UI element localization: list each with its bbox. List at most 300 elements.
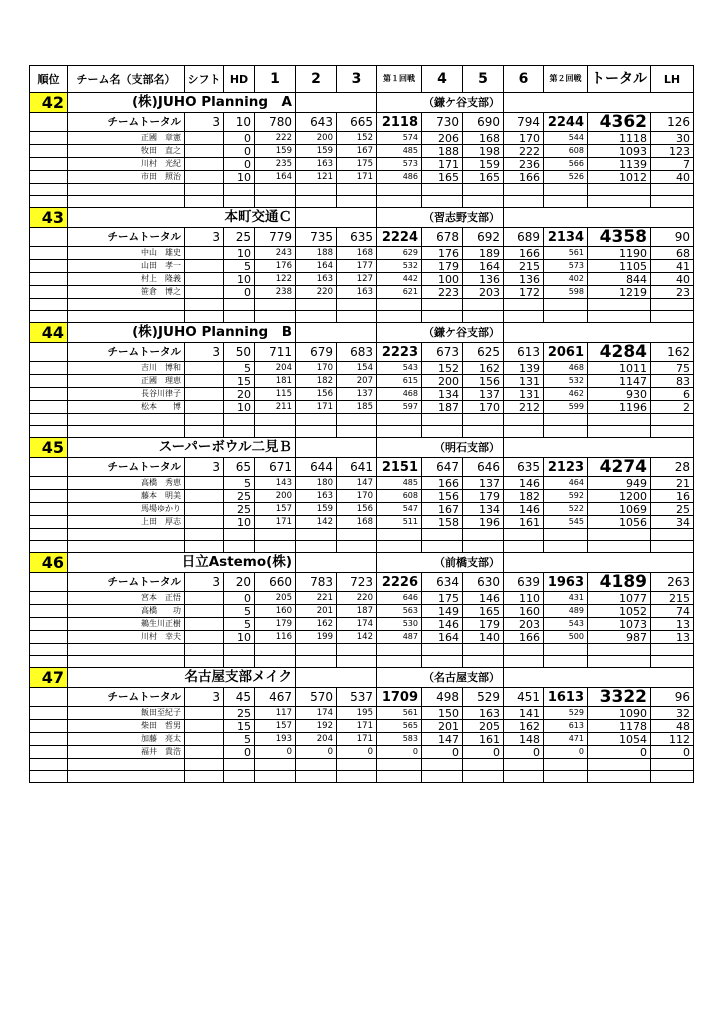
member-name: 鵜生川正樹 — [68, 618, 185, 631]
header-game-2: 2 — [296, 66, 337, 93]
empty-cell — [337, 414, 377, 426]
member-lh-value: 32 — [651, 707, 694, 720]
member-total-value: 1219 — [588, 286, 651, 299]
empty-cell — [185, 184, 224, 196]
member-g6-value: 182 — [504, 490, 544, 503]
member-total-value: 1054 — [588, 733, 651, 746]
team-header-spacer — [296, 553, 377, 573]
member-hd: 5 — [224, 260, 255, 273]
member-lh-value: 7 — [651, 158, 694, 171]
empty-cell — [68, 656, 185, 668]
team-g1-value: 660 — [255, 573, 296, 592]
team-lh-value: 28 — [651, 458, 694, 477]
member-lh-value: 13 — [651, 631, 694, 644]
member-g5-value: 134 — [463, 503, 504, 516]
empty-cell — [185, 759, 224, 771]
member-g6-value: 161 — [504, 516, 544, 529]
rank-spacer-cell — [30, 145, 68, 158]
team-branch: （習志野支部） — [377, 208, 504, 228]
team-r2-value: 1613 — [544, 688, 588, 707]
member-total-value: 844 — [588, 273, 651, 286]
empty-cell — [588, 311, 651, 323]
team-r1-value: 2151 — [377, 458, 422, 477]
rank-spacer-cell — [30, 388, 68, 401]
member-r1-value: 563 — [377, 605, 422, 618]
team-g6-value: 635 — [504, 458, 544, 477]
member-hd: 5 — [224, 733, 255, 746]
empty-cell — [588, 299, 651, 311]
member-g5-value: 163 — [463, 707, 504, 720]
member-row — [30, 733, 694, 746]
empty-cell — [296, 414, 337, 426]
member-g5-value: 189 — [463, 247, 504, 260]
empty-cell — [422, 196, 463, 208]
empty-cell — [422, 414, 463, 426]
member-g2-value: 180 — [296, 477, 337, 490]
member-hd: 15 — [224, 720, 255, 733]
team-name: 本町交通Ｃ — [68, 208, 296, 228]
member-g6-value: 141 — [504, 707, 544, 720]
member-r2-value: 543 — [544, 618, 588, 631]
empty-cell — [296, 759, 337, 771]
member-g4-value: 206 — [422, 132, 463, 145]
rank-spacer-cell — [30, 286, 68, 299]
rank-spacer-cell — [30, 477, 68, 490]
member-g3-value: 207 — [337, 375, 377, 388]
empty-cell — [504, 771, 544, 783]
member-row — [30, 618, 694, 631]
member-lh-value: 6 — [651, 388, 694, 401]
member-r2-value: 402 — [544, 273, 588, 286]
member-r2-value: 529 — [544, 707, 588, 720]
member-g4-value: 187 — [422, 401, 463, 414]
member-shift-cell — [185, 375, 224, 388]
empty-cell — [588, 759, 651, 771]
team-g4-value: 730 — [422, 113, 463, 132]
member-hd: 5 — [224, 362, 255, 375]
team-r2-value: 1963 — [544, 573, 588, 592]
member-name: 高橋 功 — [68, 605, 185, 618]
member-hd: 10 — [224, 401, 255, 414]
member-g2-value: 174 — [296, 707, 337, 720]
member-row — [30, 707, 694, 720]
member-hd: 10 — [224, 516, 255, 529]
member-g6-value: 0 — [504, 746, 544, 759]
member-row — [30, 286, 694, 299]
member-g2-value: 162 — [296, 618, 337, 631]
member-g4-value: 165 — [422, 171, 463, 184]
empty-cell — [224, 426, 255, 438]
member-shift-cell — [185, 247, 224, 260]
member-name: 長谷川律子 — [68, 388, 185, 401]
empty-cell — [337, 771, 377, 783]
team-total-row — [30, 688, 694, 707]
empty-cell — [68, 184, 185, 196]
member-hd: 25 — [224, 707, 255, 720]
team-g3-value: 641 — [337, 458, 377, 477]
rank-spacer-cell — [30, 362, 68, 375]
member-g1-value: 0 — [255, 746, 296, 759]
team-hd: 65 — [224, 458, 255, 477]
team-r1-value: 1709 — [377, 688, 422, 707]
empty-cell — [588, 644, 651, 656]
member-g5-value: 161 — [463, 733, 504, 746]
empty-cell — [255, 426, 296, 438]
empty-cell — [224, 644, 255, 656]
header-row — [30, 66, 694, 93]
member-total-value: 1105 — [588, 260, 651, 273]
member-g4-value: 0 — [422, 746, 463, 759]
member-g6-value: 215 — [504, 260, 544, 273]
member-g4-value: 171 — [422, 158, 463, 171]
member-lh-value: 123 — [651, 145, 694, 158]
team-g5-value: 529 — [463, 688, 504, 707]
member-r1-value: 547 — [377, 503, 422, 516]
member-g1-value: 117 — [255, 707, 296, 720]
member-name: 柴田 哲男 — [68, 720, 185, 733]
member-g1-value: 200 — [255, 490, 296, 503]
rank-spacer-cell — [30, 688, 68, 707]
header-round-2: 第２回戦 — [544, 66, 588, 93]
member-g2-value: 164 — [296, 260, 337, 273]
team-total-label: チームトータル — [68, 458, 185, 477]
member-r2-value: 0 — [544, 746, 588, 759]
member-name: 高橋 秀恵 — [68, 477, 185, 490]
empty-cell — [544, 541, 588, 553]
team-g6-value: 794 — [504, 113, 544, 132]
member-g6-value: 146 — [504, 503, 544, 516]
empty-cell — [377, 414, 422, 426]
team-total-label: チームトータル — [68, 113, 185, 132]
empty-cell — [377, 656, 422, 668]
member-total-value: 1093 — [588, 145, 651, 158]
empty-cell — [185, 299, 224, 311]
empty-cell — [504, 644, 544, 656]
empty-cell — [544, 759, 588, 771]
team-rank-badge: 46 — [30, 553, 68, 573]
team-total-row — [30, 343, 694, 362]
empty-cell — [30, 196, 68, 208]
team-g6-value: 451 — [504, 688, 544, 707]
empty-cell — [68, 771, 185, 783]
member-lh-value: 48 — [651, 720, 694, 733]
rank-spacer-cell — [30, 273, 68, 286]
member-name: 藤本 明美 — [68, 490, 185, 503]
member-r2-value: 561 — [544, 247, 588, 260]
empty-cell — [588, 541, 651, 553]
team-g3-value: 665 — [337, 113, 377, 132]
header-game-5: 5 — [463, 66, 504, 93]
member-g1-value: 160 — [255, 605, 296, 618]
member-g5-value: 140 — [463, 631, 504, 644]
empty-cell — [68, 759, 185, 771]
empty-cell — [255, 541, 296, 553]
member-shift-cell — [185, 733, 224, 746]
member-r1-value: 468 — [377, 388, 422, 401]
empty-cell — [544, 311, 588, 323]
member-r1-value: 615 — [377, 375, 422, 388]
team-header-spacer — [296, 208, 377, 228]
team-shift: 3 — [185, 343, 224, 362]
member-name: 牧田 直之 — [68, 145, 185, 158]
team-g4-value: 634 — [422, 573, 463, 592]
empty-cell — [504, 196, 544, 208]
member-shift-cell — [185, 516, 224, 529]
empty-cell — [651, 529, 694, 541]
team-header-row — [30, 93, 694, 113]
member-r1-value: 565 — [377, 720, 422, 733]
member-r2-value: 532 — [544, 375, 588, 388]
empty-row — [30, 414, 694, 426]
member-lh-value: 16 — [651, 490, 694, 503]
member-hd: 0 — [224, 746, 255, 759]
member-r1-value: 530 — [377, 618, 422, 631]
empty-cell — [544, 414, 588, 426]
empty-cell — [588, 771, 651, 783]
header-shift: シフト — [185, 66, 224, 93]
empty-cell — [296, 541, 337, 553]
member-row — [30, 605, 694, 618]
member-total-value: 949 — [588, 477, 651, 490]
member-hd: 0 — [224, 145, 255, 158]
member-row — [30, 746, 694, 759]
member-g3-value: 185 — [337, 401, 377, 414]
member-g4-value: 150 — [422, 707, 463, 720]
team-g2-value: 679 — [296, 343, 337, 362]
team-r2-value: 2244 — [544, 113, 588, 132]
member-g4-value: 134 — [422, 388, 463, 401]
member-g6-value: 170 — [504, 132, 544, 145]
empty-cell — [185, 311, 224, 323]
empty-cell — [651, 426, 694, 438]
empty-cell — [68, 311, 185, 323]
member-g1-value: 205 — [255, 592, 296, 605]
member-row — [30, 388, 694, 401]
member-total-value: 1178 — [588, 720, 651, 733]
member-g4-value: 188 — [422, 145, 463, 158]
member-r1-value: 573 — [377, 158, 422, 171]
member-g1-value: 176 — [255, 260, 296, 273]
member-g3-value: 0 — [337, 746, 377, 759]
empty-cell — [224, 541, 255, 553]
member-g4-value: 200 — [422, 375, 463, 388]
empty-cell — [422, 771, 463, 783]
member-g2-value: 221 — [296, 592, 337, 605]
member-row — [30, 401, 694, 414]
rank-spacer-cell — [30, 503, 68, 516]
empty-cell — [296, 196, 337, 208]
member-hd: 0 — [224, 592, 255, 605]
member-g3-value: 167 — [337, 145, 377, 158]
member-r1-value: 532 — [377, 260, 422, 273]
team-total-value: 4358 — [588, 228, 651, 247]
member-total-value: 987 — [588, 631, 651, 644]
empty-cell — [224, 311, 255, 323]
empty-cell — [296, 184, 337, 196]
header-rank: 順位 — [30, 66, 68, 93]
team-g1-value: 779 — [255, 228, 296, 247]
member-total-value: 1147 — [588, 375, 651, 388]
member-g4-value: 164 — [422, 631, 463, 644]
team-name: 日立Astemo(株) — [68, 553, 296, 573]
member-hd: 10 — [224, 273, 255, 286]
member-g5-value: 165 — [463, 171, 504, 184]
team-header-tail — [504, 553, 694, 573]
empty-cell — [30, 426, 68, 438]
member-hd: 10 — [224, 171, 255, 184]
header-hd: HD — [224, 66, 255, 93]
member-shift-cell — [185, 720, 224, 733]
member-g1-value: 164 — [255, 171, 296, 184]
empty-cell — [224, 196, 255, 208]
empty-cell — [224, 771, 255, 783]
member-g1-value: 159 — [255, 145, 296, 158]
empty-cell — [337, 644, 377, 656]
member-g6-value: 139 — [504, 362, 544, 375]
member-g2-value: 142 — [296, 516, 337, 529]
empty-row — [30, 299, 694, 311]
empty-cell — [588, 656, 651, 668]
member-r1-value: 486 — [377, 171, 422, 184]
member-g3-value: 170 — [337, 490, 377, 503]
member-r2-value: 522 — [544, 503, 588, 516]
member-shift-cell — [185, 707, 224, 720]
member-r2-value: 526 — [544, 171, 588, 184]
empty-cell — [377, 299, 422, 311]
member-g5-value: 179 — [463, 618, 504, 631]
member-r1-value: 621 — [377, 286, 422, 299]
member-total-value: 0 — [588, 746, 651, 759]
member-r2-value: 598 — [544, 286, 588, 299]
empty-cell — [337, 656, 377, 668]
empty-cell — [30, 759, 68, 771]
empty-cell — [296, 771, 337, 783]
member-g1-value: 181 — [255, 375, 296, 388]
empty-cell — [504, 184, 544, 196]
empty-cell — [255, 656, 296, 668]
member-hd: 25 — [224, 503, 255, 516]
empty-cell — [337, 311, 377, 323]
member-hd: 20 — [224, 388, 255, 401]
empty-cell — [544, 656, 588, 668]
member-total-value: 1200 — [588, 490, 651, 503]
empty-cell — [588, 196, 651, 208]
member-g5-value: 164 — [463, 260, 504, 273]
member-g5-value: 205 — [463, 720, 504, 733]
member-total-value: 930 — [588, 388, 651, 401]
team-lh-value: 126 — [651, 113, 694, 132]
team-lh-value: 162 — [651, 343, 694, 362]
rank-spacer-cell — [30, 401, 68, 414]
member-hd: 0 — [224, 286, 255, 299]
empty-cell — [68, 299, 185, 311]
header-team-name: チーム名（支部名） — [68, 66, 185, 93]
member-g2-value: 182 — [296, 375, 337, 388]
empty-cell — [255, 644, 296, 656]
team-header-spacer — [296, 323, 377, 343]
team-hd: 50 — [224, 343, 255, 362]
rank-spacer-cell — [30, 228, 68, 247]
score-table — [29, 65, 694, 783]
member-shift-cell — [185, 286, 224, 299]
team-g2-value: 644 — [296, 458, 337, 477]
empty-cell — [68, 414, 185, 426]
team-g1-value: 780 — [255, 113, 296, 132]
member-name: 上田 厚志 — [68, 516, 185, 529]
member-row — [30, 273, 694, 286]
member-r1-value: 543 — [377, 362, 422, 375]
member-name: 吉川 博和 — [68, 362, 185, 375]
empty-cell — [377, 196, 422, 208]
member-g3-value: 142 — [337, 631, 377, 644]
team-g6-value: 689 — [504, 228, 544, 247]
member-r1-value: 608 — [377, 490, 422, 503]
team-g5-value: 625 — [463, 343, 504, 362]
empty-cell — [185, 426, 224, 438]
team-header-tail — [504, 668, 694, 688]
member-lh-value: 74 — [651, 605, 694, 618]
member-g4-value: 166 — [422, 477, 463, 490]
empty-cell — [185, 529, 224, 541]
team-header-tail — [504, 208, 694, 228]
member-g2-value: 159 — [296, 145, 337, 158]
empty-cell — [463, 529, 504, 541]
member-g5-value: 156 — [463, 375, 504, 388]
member-r2-value: 545 — [544, 516, 588, 529]
empty-cell — [337, 184, 377, 196]
empty-cell — [651, 311, 694, 323]
team-total-label: チームトータル — [68, 228, 185, 247]
empty-cell — [588, 414, 651, 426]
empty-cell — [463, 759, 504, 771]
empty-cell — [463, 311, 504, 323]
member-lh-value: 21 — [651, 477, 694, 490]
team-name: スーパーボウル二見Ｂ — [68, 438, 296, 458]
team-hd: 20 — [224, 573, 255, 592]
team-r2-value: 2134 — [544, 228, 588, 247]
member-lh-value: 68 — [651, 247, 694, 260]
member-g5-value: 137 — [463, 388, 504, 401]
member-total-value: 1090 — [588, 707, 651, 720]
empty-cell — [30, 414, 68, 426]
empty-cell — [255, 311, 296, 323]
rank-spacer-cell — [30, 720, 68, 733]
member-shift-cell — [185, 503, 224, 516]
member-r2-value: 489 — [544, 605, 588, 618]
empty-cell — [463, 414, 504, 426]
empty-cell — [651, 759, 694, 771]
member-r2-value: 599 — [544, 401, 588, 414]
empty-cell — [504, 311, 544, 323]
member-r2-value: 462 — [544, 388, 588, 401]
empty-cell — [255, 771, 296, 783]
team-g2-value: 735 — [296, 228, 337, 247]
member-total-value: 1196 — [588, 401, 651, 414]
empty-row — [30, 184, 694, 196]
empty-cell — [185, 541, 224, 553]
empty-cell — [544, 771, 588, 783]
member-g1-value: 204 — [255, 362, 296, 375]
member-g1-value: 238 — [255, 286, 296, 299]
empty-row — [30, 529, 694, 541]
member-r2-value: 573 — [544, 260, 588, 273]
member-g5-value: 168 — [463, 132, 504, 145]
empty-cell — [422, 426, 463, 438]
member-row — [30, 247, 694, 260]
empty-row — [30, 541, 694, 553]
empty-cell — [544, 529, 588, 541]
member-g5-value: 196 — [463, 516, 504, 529]
